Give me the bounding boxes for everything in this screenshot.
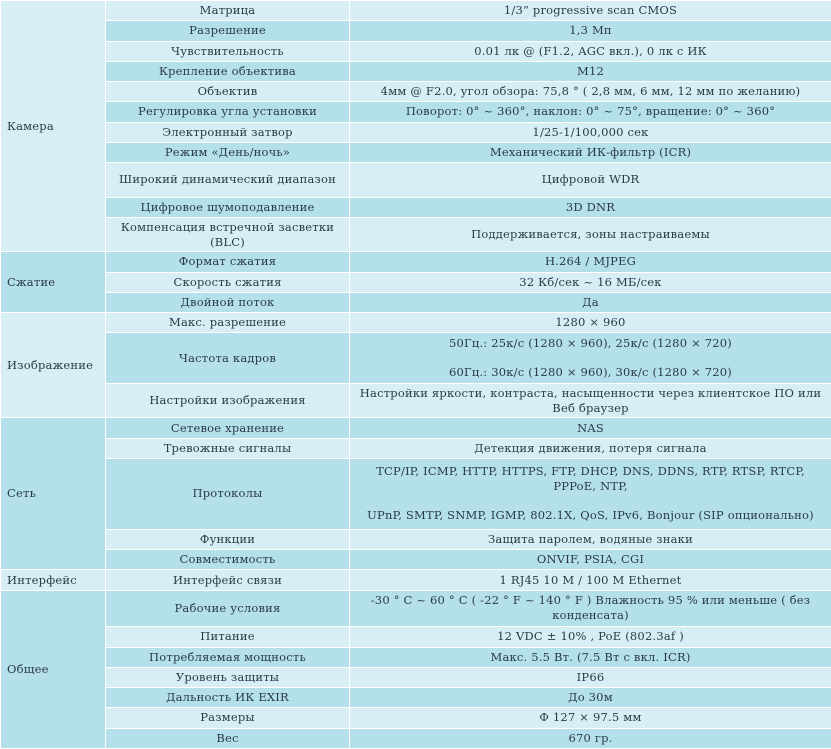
table-row	[1, 163, 831, 197]
parameter-cell: Потребляемая мощность	[106, 647, 350, 667]
value-text: 1/3” progressive scan CMOS	[503, 3, 678, 18]
table-row	[1, 252, 831, 272]
table-row	[1, 122, 831, 142]
table-row	[1, 217, 831, 251]
parameter-cell: Объектив	[106, 82, 350, 102]
value-text: Поворот: 0° ~ 360°, наклон: 0° ~ 75°, вращение: 0° ~ 360°	[405, 104, 776, 119]
value-cell	[350, 550, 831, 570]
value-cell	[350, 82, 831, 102]
value-text: M12	[576, 63, 604, 78]
value-text: H.264 / MJPEG	[544, 254, 637, 269]
value-text: 4мм @ F2.0, угол обзора: 75,8 ° ( 2,8 мм, 6 мм, 12 мм по желанию)	[380, 84, 801, 99]
table-row	[1, 708, 831, 728]
table-row	[1, 142, 831, 162]
value-cell	[350, 570, 831, 590]
value-text: 1,3 Мп	[569, 23, 612, 38]
table-row	[1, 728, 831, 748]
value-cell	[350, 217, 831, 251]
value-cell	[350, 438, 831, 458]
category-cell: Сеть	[1, 418, 106, 570]
value-text: Да	[582, 294, 599, 309]
value-cell	[350, 728, 831, 748]
value-text: NAS	[577, 420, 604, 435]
value-cell	[350, 1, 831, 21]
parameter-cell: Чувствительность	[106, 41, 350, 61]
value-text: ONVIF, PSIA, CGI	[536, 552, 645, 567]
category-cell: Интерфейс	[1, 570, 106, 590]
parameter-cell: Функции	[106, 529, 350, 549]
value-cell	[350, 647, 831, 667]
value-text: Поддерживается, зоны настраиваемы	[471, 227, 710, 242]
value-cell	[350, 708, 831, 728]
value-text: До 30м	[568, 690, 613, 705]
value-text: Настройки яркости, контраста, насыщенности через клиентское ПО или Веб браузер	[359, 385, 822, 415]
value-cell	[350, 292, 831, 312]
value-text: 3D DNR	[565, 199, 616, 214]
value-text: Макс. 5.5 Вт. (7.5 Вт с вкл. ICR)	[490, 649, 691, 664]
parameter-cell: Режим «День/ночь»	[106, 142, 350, 162]
value-text: 32 Кб/сек ~ 16 МБ/сек	[519, 274, 662, 289]
table-row	[1, 459, 831, 530]
table-row	[1, 529, 831, 549]
parameter-cell: Регулировка угла установки	[106, 102, 350, 122]
value-text: 1/25-1/100,000 сек	[532, 124, 649, 139]
value-cell	[350, 529, 831, 549]
parameter-cell: Вес	[106, 728, 350, 748]
table-row	[1, 21, 831, 41]
value-cell	[350, 688, 831, 708]
value-cell	[350, 21, 831, 41]
value-text: Защита паролем, водяные знаки	[488, 532, 693, 547]
value-text: UPnP, SMTP, SNMP, IGMP, 802.1X, QoS, IPv6, Bonjour (SIP опционально)	[367, 508, 814, 523]
table-row	[1, 647, 831, 667]
parameter-cell: Тревожные сигналы	[106, 438, 350, 458]
table-row	[1, 570, 831, 590]
table-row	[1, 272, 831, 292]
value-text: 1280 × 960	[555, 315, 626, 330]
table-row	[1, 197, 831, 217]
parameter-cell: Цифровое шумоподавление	[106, 197, 350, 217]
value-cell	[350, 590, 831, 626]
value-text: -30 ° C ~ 60 ° C ( -22 ° F ~ 140 ° F ) Влажность 95 % или меньше ( без конденсата)	[370, 593, 811, 623]
value-cell	[350, 122, 831, 142]
parameter-cell: Формат сжатия	[106, 252, 350, 272]
value-text: 1 RJ45 10 M / 100 M Ethernet	[499, 572, 682, 587]
parameter-cell: Размеры	[106, 708, 350, 728]
parameter-cell: Разрешение	[106, 21, 350, 41]
paragraph-gap	[356, 351, 825, 365]
value-cell	[350, 41, 831, 61]
parameter-cell: Протоколы	[106, 459, 350, 530]
table-row	[1, 61, 831, 81]
value-cell	[350, 102, 831, 122]
value-cell	[350, 627, 831, 647]
parameter-cell: Уровень защиты	[106, 667, 350, 687]
value-text: 0.01 лк @ (F1.2, AGC вкл.), 0 лк с ИК	[474, 43, 707, 58]
category-cell: Камера	[1, 1, 106, 252]
parameter-cell: Частота кадров	[106, 333, 350, 384]
table-row	[1, 688, 831, 708]
table-row	[1, 1, 831, 21]
value-cell	[350, 313, 831, 333]
parameter-cell: Настройки изображения	[106, 384, 350, 418]
value-cell	[350, 418, 831, 438]
table-row	[1, 667, 831, 687]
value-text: Цифровой WDR	[541, 172, 640, 187]
parameter-cell: Питание	[106, 627, 350, 647]
parameter-cell: Двойной поток	[106, 292, 350, 312]
parameter-cell: Скорость сжатия	[106, 272, 350, 292]
table-row	[1, 292, 831, 312]
value-cell	[350, 272, 831, 292]
table-row	[1, 313, 831, 333]
specifications-body	[1, 1, 831, 749]
value-text: Детекция движения, потеря сигнала	[474, 440, 707, 455]
parameter-cell: Компенсация встречной засветки (BLC)	[106, 217, 350, 251]
value-text: TCP/IP, ICMP, HTTP, HTTPS, FTP, DHCP, DNS, DDNS, RTP, RTSP, RTCP, PPPoE, NTP,	[376, 464, 805, 494]
parameter-cell: Широкий динамический диапазон	[106, 163, 350, 197]
value-cell	[350, 252, 831, 272]
value-cell	[350, 163, 831, 197]
value-text: Φ 127 × 97.5 мм	[539, 710, 642, 725]
value-text: 12 VDC ± 10% , PoE (802.3af )	[497, 629, 684, 644]
parameter-cell: Электронный затвор	[106, 122, 350, 142]
table-row	[1, 333, 831, 384]
table-row	[1, 418, 831, 438]
value-cell	[350, 333, 831, 384]
table-row	[1, 438, 831, 458]
parameter-cell: Рабочие условия	[106, 590, 350, 626]
value-text: IP66	[576, 669, 605, 684]
table-row	[1, 82, 831, 102]
parameter-cell: Матрица	[106, 1, 350, 21]
paragraph-gap	[356, 494, 825, 508]
value-cell	[350, 384, 831, 418]
value-cell	[350, 197, 831, 217]
value-text: 50Гц.: 25к/с (1280 × 960), 25к/с (1280 × 720)	[449, 336, 732, 351]
value-cell	[350, 459, 831, 530]
parameter-cell: Макс. разрешение	[106, 313, 350, 333]
parameter-cell: Дальность ИК EXIR	[106, 688, 350, 708]
table-row	[1, 384, 831, 418]
value-text: Механический ИК-фильтр (ICR)	[489, 144, 692, 159]
category-cell: Изображение	[1, 313, 106, 418]
category-cell: Сжатие	[1, 252, 106, 313]
parameter-cell: Крепление объектива	[106, 61, 350, 81]
table-row	[1, 102, 831, 122]
category-cell: Общее	[1, 590, 106, 748]
table-row	[1, 590, 831, 626]
table-row	[1, 627, 831, 647]
value-cell	[350, 667, 831, 687]
parameter-cell: Сетевое хранение	[106, 418, 350, 438]
value-text: 60Гц.: 30к/с (1280 × 960), 30к/с (1280 × 720)	[449, 365, 732, 380]
value-cell	[350, 61, 831, 81]
value-cell	[350, 142, 831, 162]
table-row	[1, 550, 831, 570]
parameter-cell: Интерфейс связи	[106, 570, 350, 590]
value-text: 670 гр.	[568, 730, 613, 745]
table-row	[1, 41, 831, 61]
parameter-cell: Совместимость	[106, 550, 350, 570]
